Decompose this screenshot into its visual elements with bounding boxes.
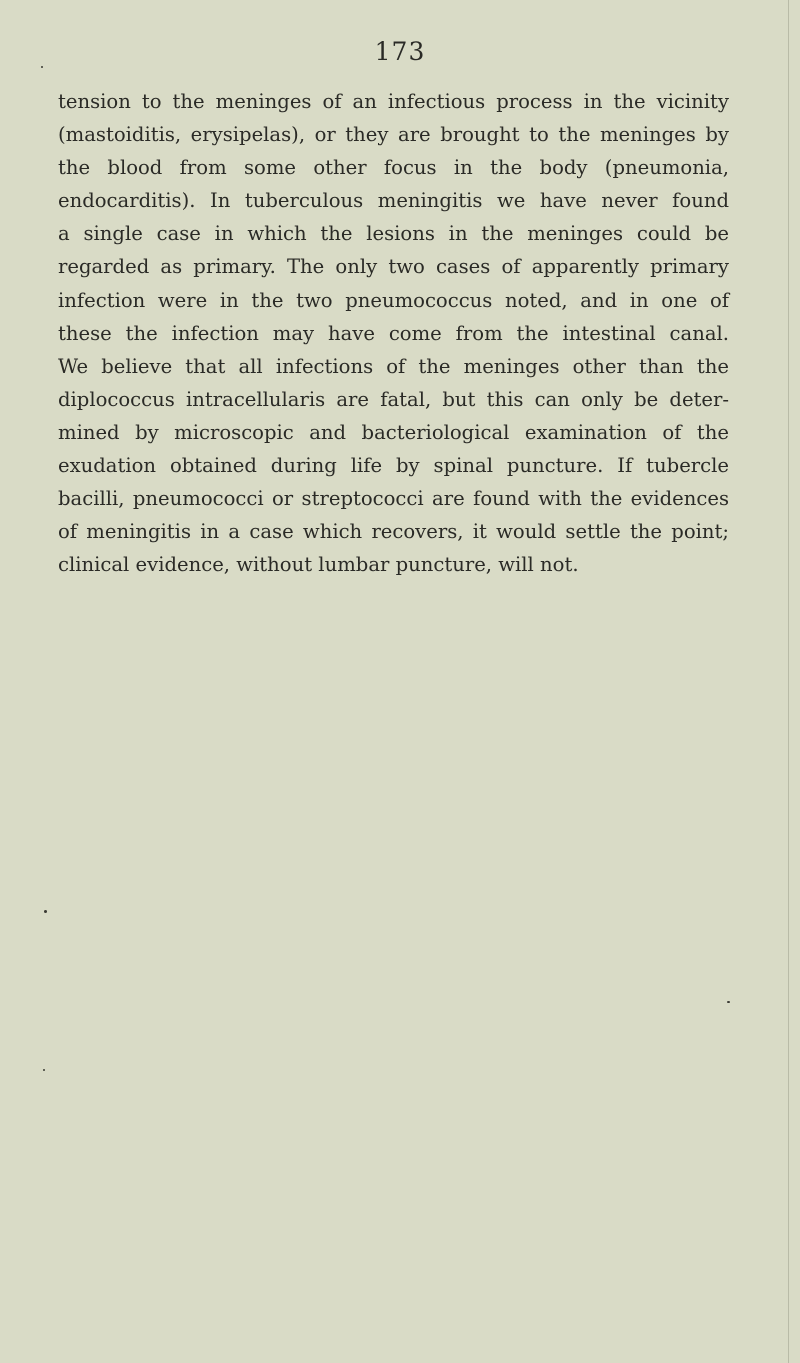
text-line: of meningitis in a case which recovers, it would settle the point; [58,520,729,544]
text-line: tension to the meninges of an infectious process in the vicinity [58,90,729,113]
text-line: mined by microscopic and bacteriological examination of the [58,420,729,444]
text-line: (mastoiditis, erysipelas), or they are brought to the meninges by [58,123,729,147]
text-line: We believe that all infections of the meninges other than the [58,354,729,378]
text-line: bacilli, pneumococci or streptococci are found with the evidences [58,487,729,511]
text-line: these the infection may have come from the intestinal canal. [58,321,729,345]
text-line: regarded as primary. The only two cases of apparently primary [58,255,729,279]
body-paragraph [58,85,729,581]
page-edge-line [788,0,789,1363]
paper-speck [41,66,43,68]
text-line: a single case in which the lesions in the meninges could be [58,222,729,246]
text-line: endocarditis). In tuberculous meningitis we have never found [58,189,729,213]
paper-speck [44,910,47,913]
text-line: exudation obtained during life by spinal puncture. If tubercle [58,454,729,478]
paper-speck [727,1001,730,1003]
page-number: 173 [374,37,426,66]
text-line: the blood from some other focus in the body (pneumonia, [58,156,729,180]
paper-speck [43,1069,45,1071]
text-line: infection were in the two pneumococcus noted, and in one of [58,288,729,312]
text-line: diplococcus intracellularis are fatal, but this can only be deter- [58,387,729,411]
text-line: clinical evidence, without lumbar puncture, will not. [58,553,579,577]
